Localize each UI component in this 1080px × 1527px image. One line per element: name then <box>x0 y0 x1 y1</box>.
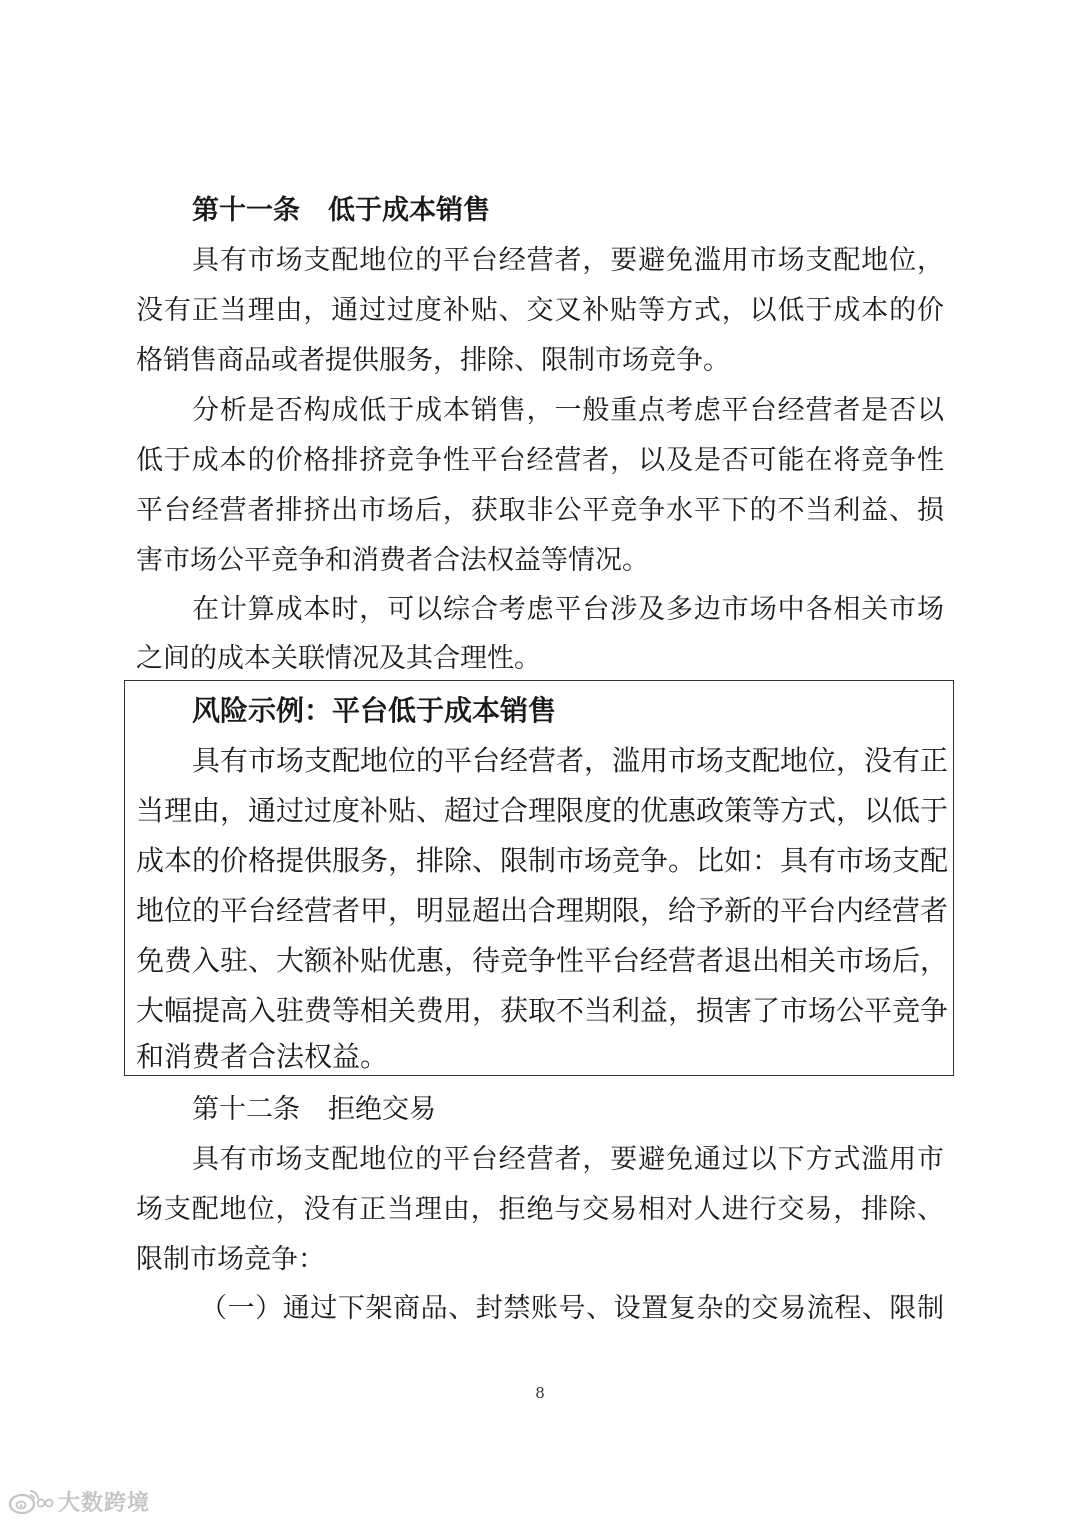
article-12-p1-line: 具有市场支配地位的平台经营者，要避免通过以下方式滥用市 <box>192 1144 944 1175</box>
article-11-heading <box>192 186 490 236</box>
risk-example-line: 当理由，通过过度补贴、超过合理限度的优惠政策等方式，以低于 <box>136 794 949 827</box>
article-11-p2-line: 平台经营者排挤出市场后，获取非公平竞争水平下的不当利益、损 <box>136 495 944 526</box>
article-11-number: 第十一条 <box>192 195 300 226</box>
article-11-p2-line: 害市场公平竞争和消费者合法权益等情况。 <box>136 545 649 576</box>
article-12-title: 拒绝交易 <box>328 1094 436 1125</box>
article-11-p3-line: 之间的成本关联情况及其合理性。 <box>136 643 541 674</box>
risk-example-title: 风险示例：平台低于成本销售 <box>192 694 557 727</box>
article-11-p2-line: 低于成本的价格排挤竞争性平台经营者，以及是否可能在将竞争性 <box>136 445 944 476</box>
weibo-logo-icon <box>8 1487 54 1515</box>
risk-example-line: 地位的平台经营者甲，明显超出合理期限，给予新的平台内经营者 <box>136 894 949 927</box>
article-12-heading <box>192 1085 436 1135</box>
article-12-item-1: （一）通过下架商品、封禁账号、设置复杂的交易流程、限制 <box>200 1293 944 1324</box>
article-11-p1-line: 具有市场支配地位的平台经营者，要避免滥用市场支配地位， <box>192 245 944 276</box>
article-11-p1-line: 没有正当理由，通过过度补贴、交叉补贴等方式，以低于成本的价 <box>136 295 944 326</box>
article-12-p1-line: 限制市场竞争： <box>136 1244 325 1275</box>
article-11-p2-line: 分析是否构成低于成本销售，一般重点考虑平台经营者是否以 <box>192 395 944 426</box>
risk-example-line: 和消费者合法权益。 <box>136 1040 389 1073</box>
page-number: 8 <box>535 1384 545 1402</box>
watermark <box>8 1486 150 1516</box>
risk-example-line: 大幅提高入驻费等相关费用，获取不当利益，损害了市场公平竞争 <box>136 994 949 1027</box>
article-11-p3-line: 在计算成本时，可以综合考虑平台涉及多边市场中各相关市场 <box>192 594 944 625</box>
risk-example-line: 免费入驻、大额补贴优惠，待竞争性平台经营者退出相关市场后， <box>136 944 949 977</box>
risk-example-line: 成本的价格提供服务，排除、限制市场竞争。比如：具有市场支配 <box>136 844 949 877</box>
article-12-number: 第十二条 <box>192 1094 300 1125</box>
article-11-title: 低于成本销售 <box>328 195 490 226</box>
watermark-text: 大数跨境 <box>58 1490 151 1516</box>
risk-example-line: 具有市场支配地位的平台经营者，滥用市场支配地位，没有正 <box>192 744 949 777</box>
article-12-p1-line: 场支配地位，没有正当理由，拒绝与交易相对人进行交易，排除、 <box>136 1194 944 1225</box>
article-11-p1-line: 格销售商品或者提供服务，排除、限制市场竞争。 <box>136 345 730 376</box>
